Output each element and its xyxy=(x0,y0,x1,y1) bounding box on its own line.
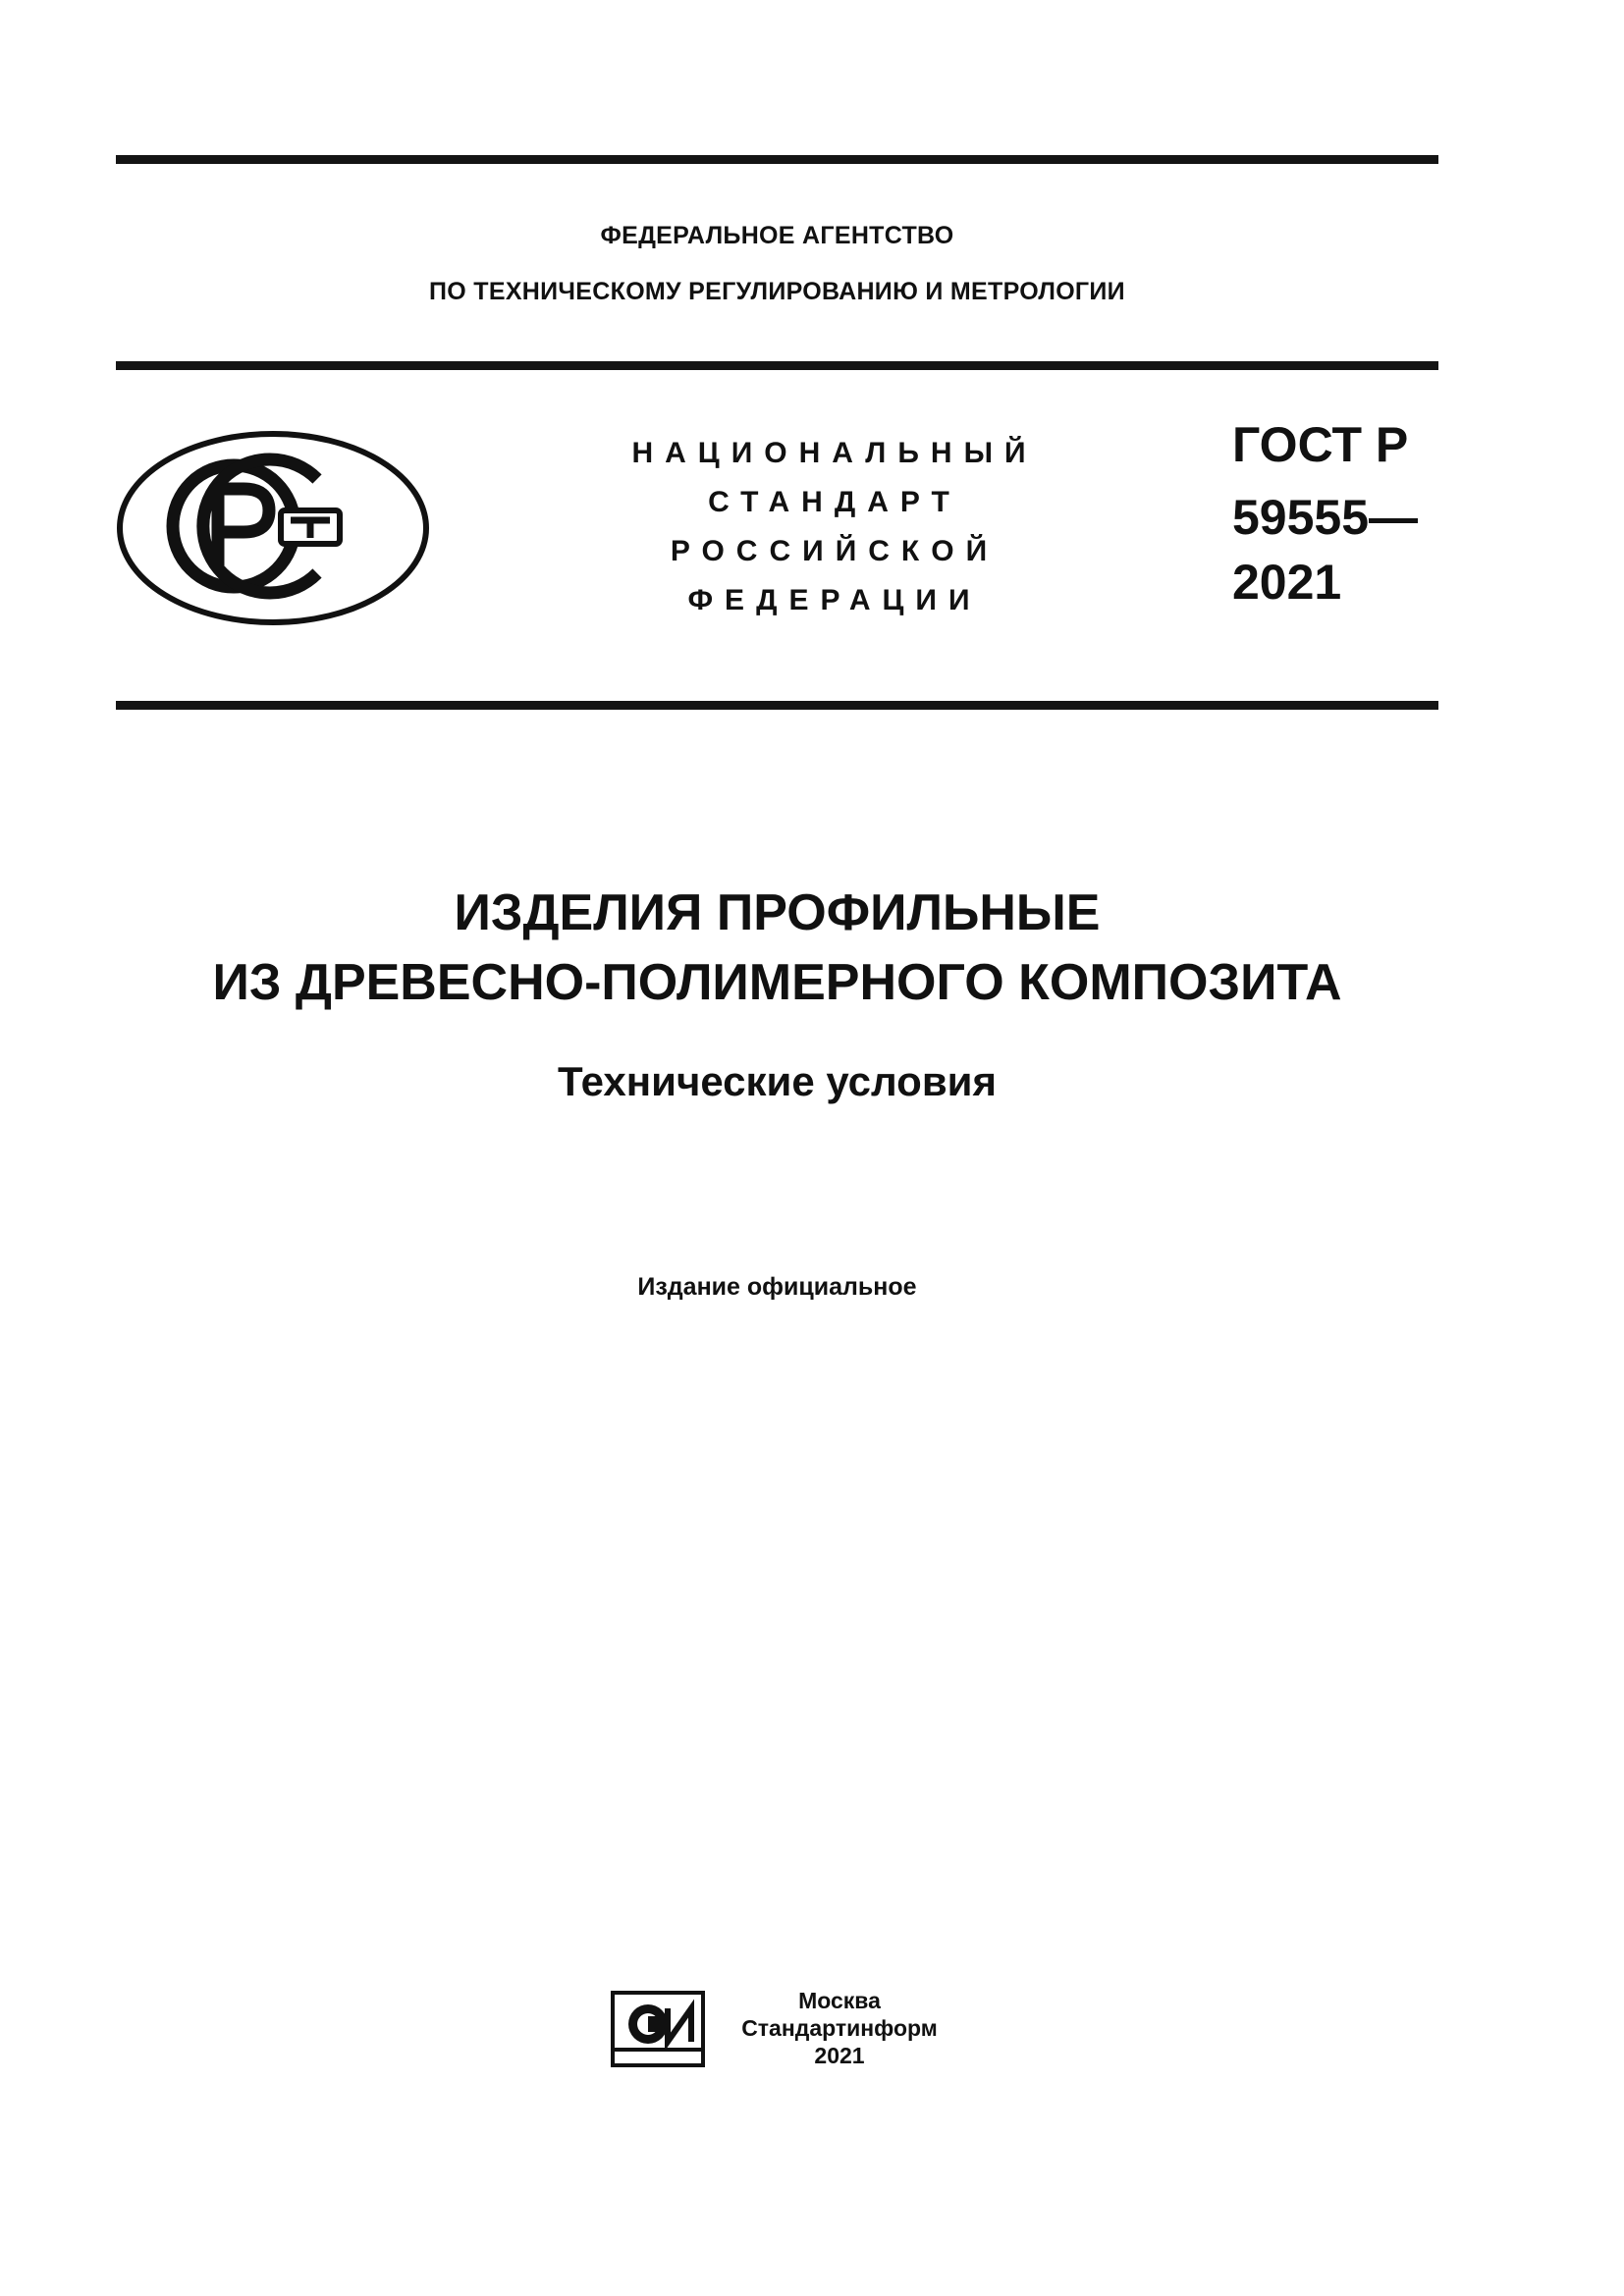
agency-line-1: ФЕДЕРАЛЬНОЕ АГЕНТСТВО xyxy=(600,222,954,249)
standard-type-line-4: ФЕДЕРАЦИИ xyxy=(687,584,982,616)
document-subtitle: Технические условия xyxy=(558,1058,997,1104)
standard-type-line-1: НАЦИОНАЛЬНЫЙ xyxy=(631,437,1038,469)
publisher-city: Москва xyxy=(798,1988,881,2013)
top-rule xyxy=(116,155,1438,164)
header-divider-rule xyxy=(116,361,1438,370)
masthead-bottom-rule xyxy=(116,701,1438,710)
publisher-name: Стандартинформ xyxy=(741,2015,938,2041)
edition-label: Издание официальное xyxy=(637,1273,917,1301)
designation-line-2: 59555— xyxy=(1232,490,1419,545)
standartinform-logo-icon xyxy=(611,1991,705,2067)
standard-type-line-2: СТАНДАРТ xyxy=(708,486,961,518)
publisher-year: 2021 xyxy=(814,2043,865,2068)
designation-line-1: ГОСТ Р xyxy=(1232,417,1409,472)
rst-emblem-icon xyxy=(116,430,430,626)
designation-line-3: 2021 xyxy=(1232,555,1342,610)
document-title-line-2: ИЗ ДРЕВЕСНО-ПОЛИМЕРНОГО КОМПОЗИТА xyxy=(212,954,1342,1011)
agency-line-2: ПО ТЕХНИЧЕСКОМУ РЕГУЛИРОВАНИЮ И МЕТРОЛОГИИ xyxy=(429,278,1125,305)
document-title-line-1: ИЗДЕЛИЯ ПРОФИЛЬНЫЕ xyxy=(454,884,1101,941)
standard-type-line-3: РОССИЙСКОЙ xyxy=(670,535,1000,567)
